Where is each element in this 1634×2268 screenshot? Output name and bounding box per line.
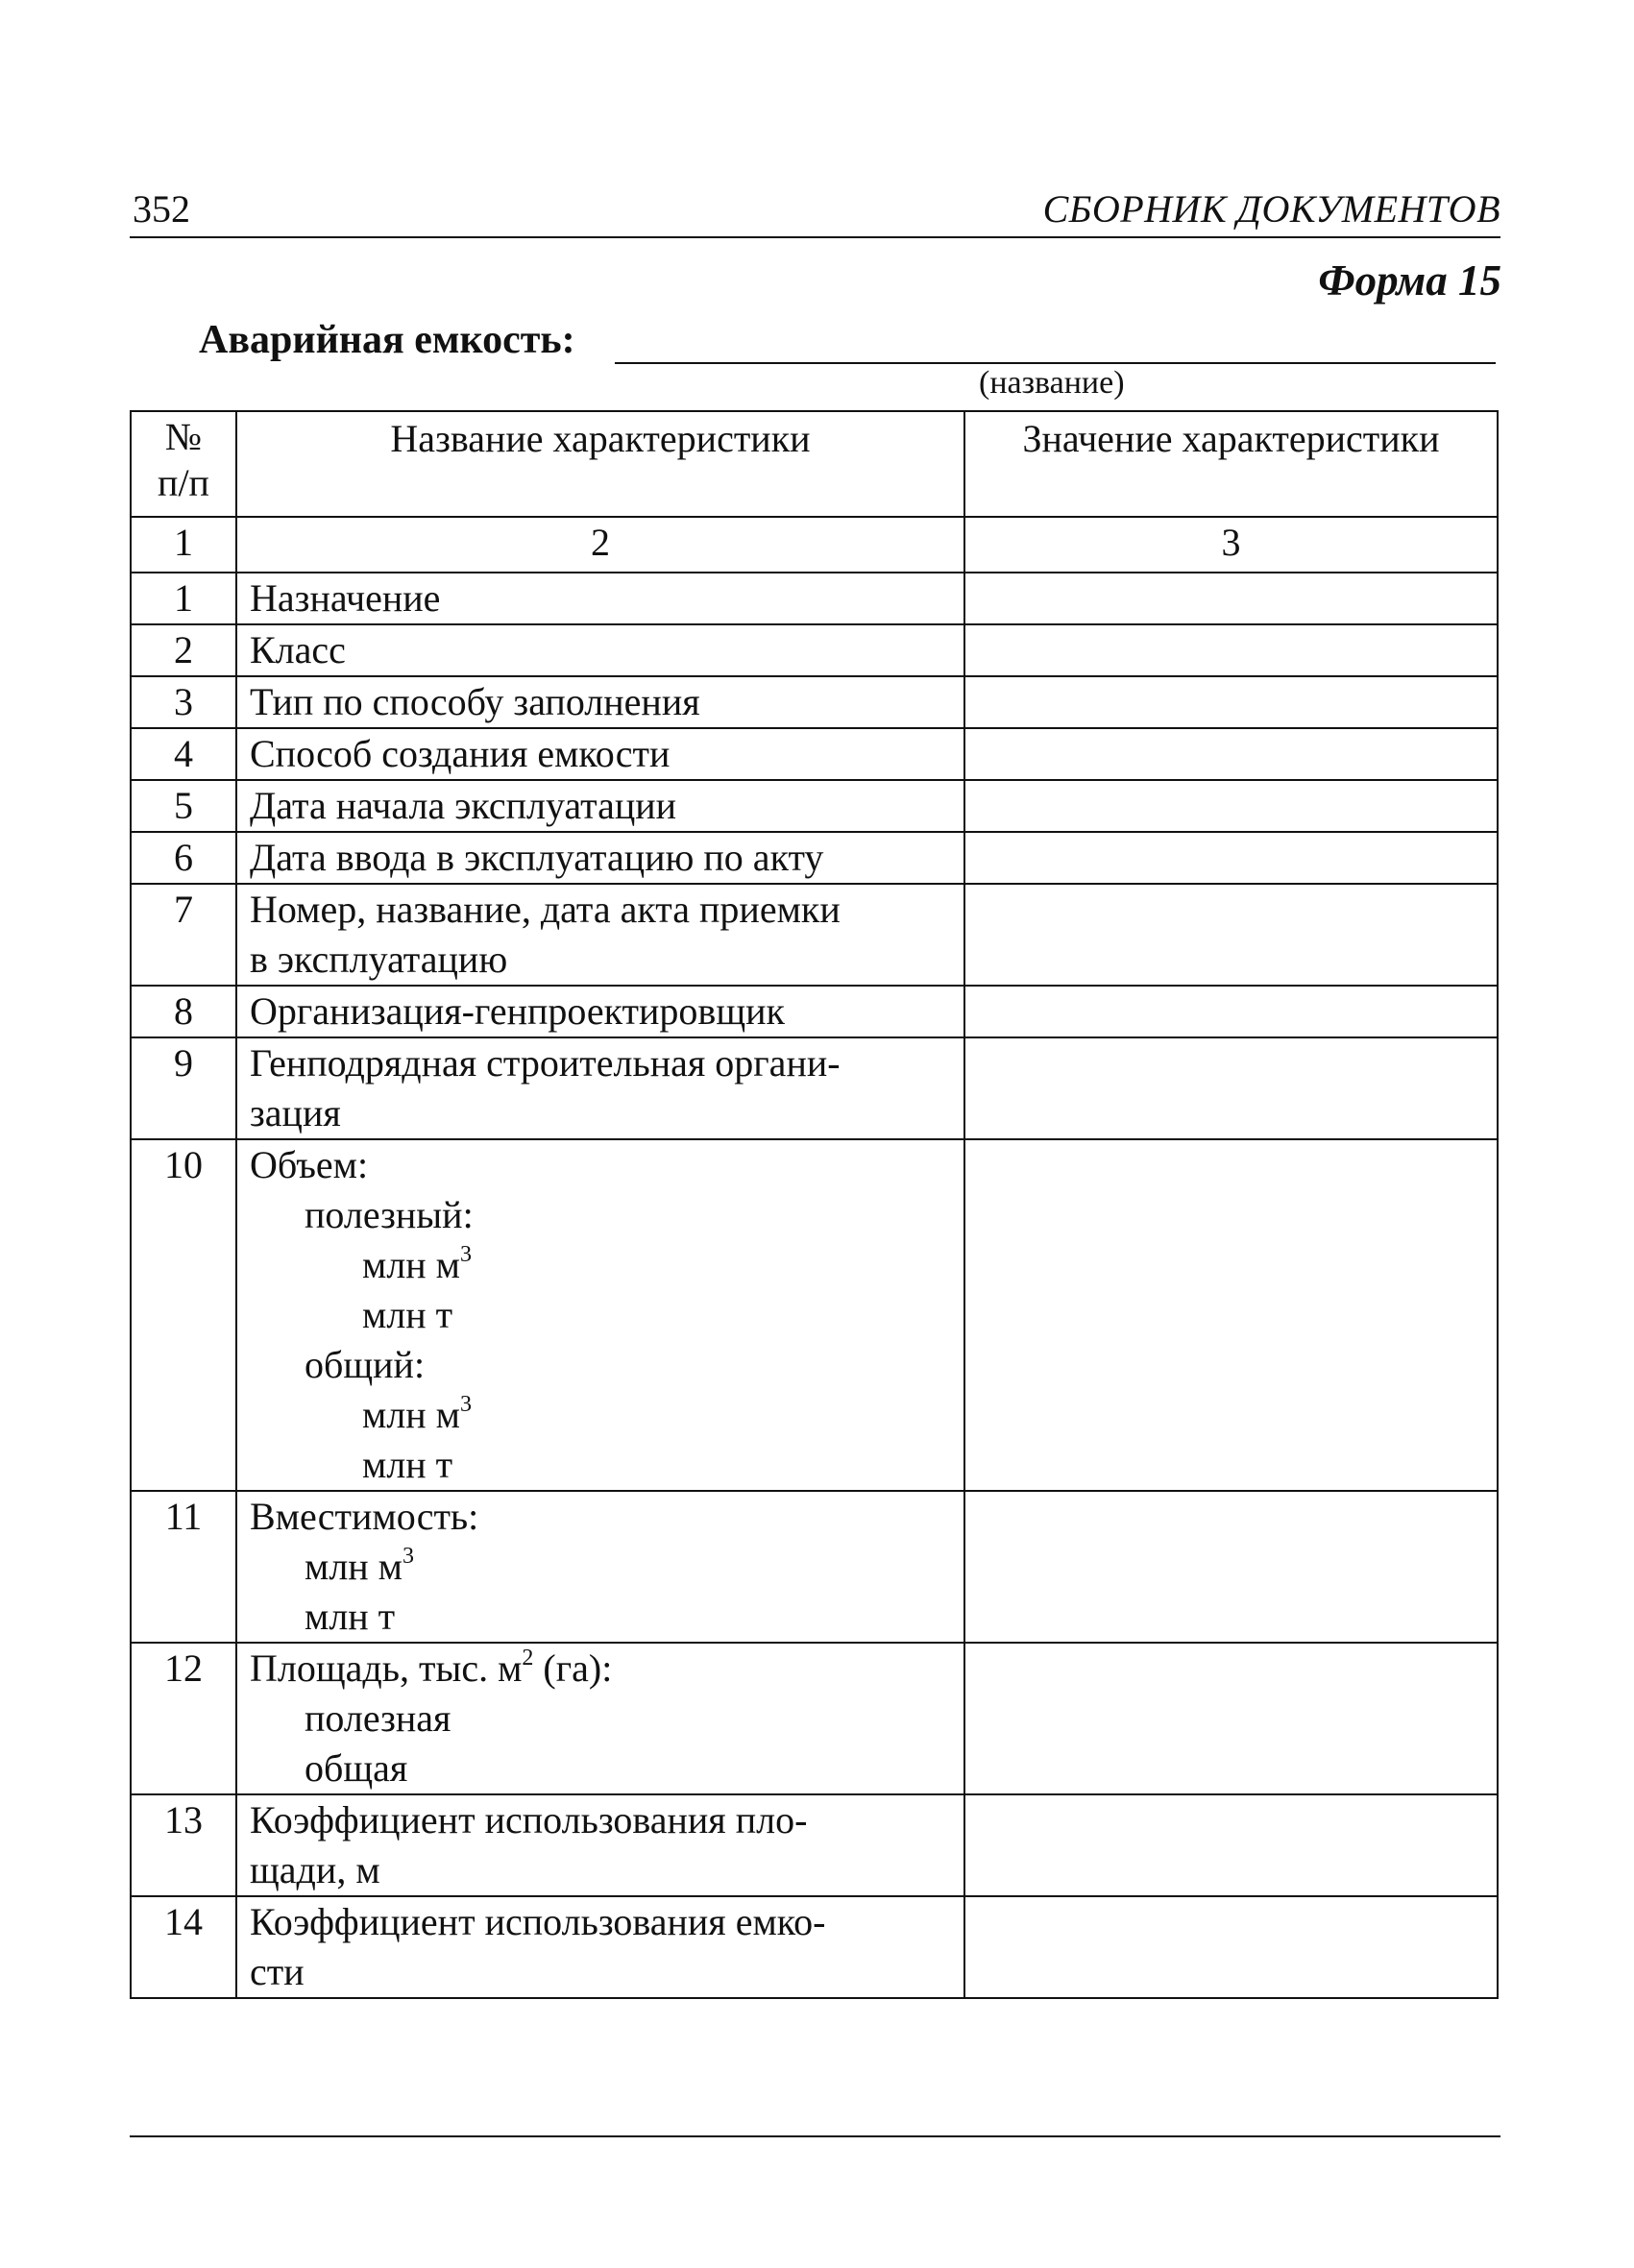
unit-exponent: 2 [522, 1646, 534, 1671]
row-value-cell[interactable] [964, 1794, 1498, 1896]
row-text: Объем: [250, 1143, 369, 1186]
row-text-unit [250, 1240, 954, 1290]
row-text-unit [250, 1542, 954, 1592]
row-text: Коэффициент использования пло- [250, 1798, 808, 1841]
row-value-cell[interactable] [964, 1037, 1498, 1139]
row-characteristic [236, 832, 964, 884]
caption-hint: (название) [979, 365, 1125, 401]
row-value-cell[interactable] [964, 832, 1498, 884]
book-title: СБОРНИК ДОКУМЕНТОВ [1042, 187, 1500, 231]
row-value-cell[interactable] [964, 1139, 1498, 1491]
table-row [131, 1643, 1498, 1794]
running-head [130, 183, 1500, 238]
row-text: Номер, название, дата акта приемки [250, 888, 841, 931]
table-row [131, 624, 1498, 676]
table-row [131, 1491, 1498, 1643]
row-characteristic [236, 1139, 964, 1491]
table-row [131, 884, 1498, 986]
row-characteristic [236, 676, 964, 728]
row-text: Тип по способу заполнения [250, 680, 700, 723]
row-text: млн т [362, 1443, 453, 1486]
table-header-row [131, 411, 1498, 517]
column-index: 1 [131, 517, 236, 573]
table-row [131, 780, 1498, 832]
header-number [131, 411, 236, 517]
row-text: Дата ввода в эксплуатацию по акту [250, 836, 824, 879]
row-characteristic [236, 728, 964, 780]
row-characteristic [236, 1037, 964, 1139]
row-number: 13 [131, 1794, 236, 1896]
row-value-cell[interactable] [964, 573, 1498, 624]
row-value-cell[interactable] [964, 884, 1498, 986]
bottom-rule [130, 2135, 1500, 2137]
row-value-cell[interactable] [964, 676, 1498, 728]
caption-label: Аварийная емкость: [199, 318, 575, 362]
row-text-unit [250, 1644, 954, 1694]
row-text: Организация-генпроектировщик [250, 989, 785, 1033]
column-index-row [131, 517, 1498, 573]
row-text: щади, м [250, 1848, 380, 1891]
row-number: 12 [131, 1643, 236, 1794]
unit-text: млн м [362, 1243, 460, 1286]
unit-exponent: 3 [460, 1392, 472, 1417]
row-number: 14 [131, 1896, 236, 1998]
unit-exponent: 3 [460, 1242, 472, 1267]
row-value-cell[interactable] [964, 624, 1498, 676]
page-number: 352 [133, 187, 190, 231]
row-text-unit [250, 1390, 954, 1440]
caption-row [199, 312, 1496, 368]
row-value-cell[interactable] [964, 1643, 1498, 1794]
characteristics-table [130, 410, 1499, 1999]
row-number: 1 [131, 573, 236, 624]
header-number-abbr: п/п [158, 461, 209, 504]
table-row [131, 832, 1498, 884]
row-text: сти [250, 1950, 305, 1993]
row-text: в эксплуатацию [250, 938, 508, 981]
unit-exponent: 3 [402, 1544, 414, 1569]
table-row [131, 1896, 1498, 1998]
header-characteristic-value: Значение характеристики [964, 411, 1498, 517]
row-number: 5 [131, 780, 236, 832]
table-row [131, 986, 1498, 1037]
row-number: 2 [131, 624, 236, 676]
unit-text: Площадь, тыс. м [250, 1646, 523, 1690]
row-characteristic [236, 986, 964, 1037]
header-characteristic-name: Название характеристики [236, 411, 964, 517]
row-number: 8 [131, 986, 236, 1037]
unit-text: млн м [362, 1393, 460, 1436]
row-value-cell[interactable] [964, 1896, 1498, 1998]
row-value-cell[interactable] [964, 780, 1498, 832]
table-row [131, 1794, 1498, 1896]
table-row [131, 573, 1498, 624]
row-text: общая [305, 1746, 408, 1790]
row-text: млн т [305, 1595, 396, 1638]
row-characteristic [236, 1643, 964, 1794]
form-label: Форма 15 [1318, 256, 1501, 305]
row-characteristic [236, 884, 964, 986]
column-index: 2 [236, 517, 964, 573]
row-text: млн т [362, 1293, 453, 1336]
row-characteristic [236, 573, 964, 624]
unit-text: млн м [305, 1545, 402, 1588]
row-number: 6 [131, 832, 236, 884]
row-text: Генподрядная строительная органи- [250, 1041, 841, 1085]
row-text: Класс [250, 628, 346, 671]
row-characteristic [236, 624, 964, 676]
unit-text: (га): [533, 1646, 613, 1690]
row-text: полезный: [305, 1193, 474, 1236]
row-number: 11 [131, 1491, 236, 1643]
row-number: 10 [131, 1139, 236, 1491]
row-text: общий: [305, 1343, 426, 1386]
row-characteristic [236, 1491, 964, 1643]
table-row [131, 728, 1498, 780]
row-number: 3 [131, 676, 236, 728]
row-value-cell[interactable] [964, 986, 1498, 1037]
table-row [131, 1139, 1498, 1491]
row-value-cell[interactable] [964, 728, 1498, 780]
row-text: Коэффициент использования емко- [250, 1900, 826, 1943]
row-text: Вместимость: [250, 1495, 479, 1538]
row-value-cell[interactable] [964, 1491, 1498, 1643]
row-text: Дата начала эксплуатации [250, 784, 677, 827]
table-row [131, 676, 1498, 728]
column-index: 3 [964, 517, 1498, 573]
row-number: 4 [131, 728, 236, 780]
row-characteristic [236, 1794, 964, 1896]
table-row [131, 1037, 1498, 1139]
row-characteristic [236, 1896, 964, 1998]
header-number-symbol: № [164, 415, 203, 458]
row-text: зация [250, 1091, 341, 1134]
row-number: 9 [131, 1037, 236, 1139]
row-text: полезная [305, 1696, 451, 1740]
row-characteristic [236, 780, 964, 832]
row-text: Назначение [250, 576, 441, 620]
row-text: Способ создания емкости [250, 732, 671, 775]
row-number: 7 [131, 884, 236, 986]
